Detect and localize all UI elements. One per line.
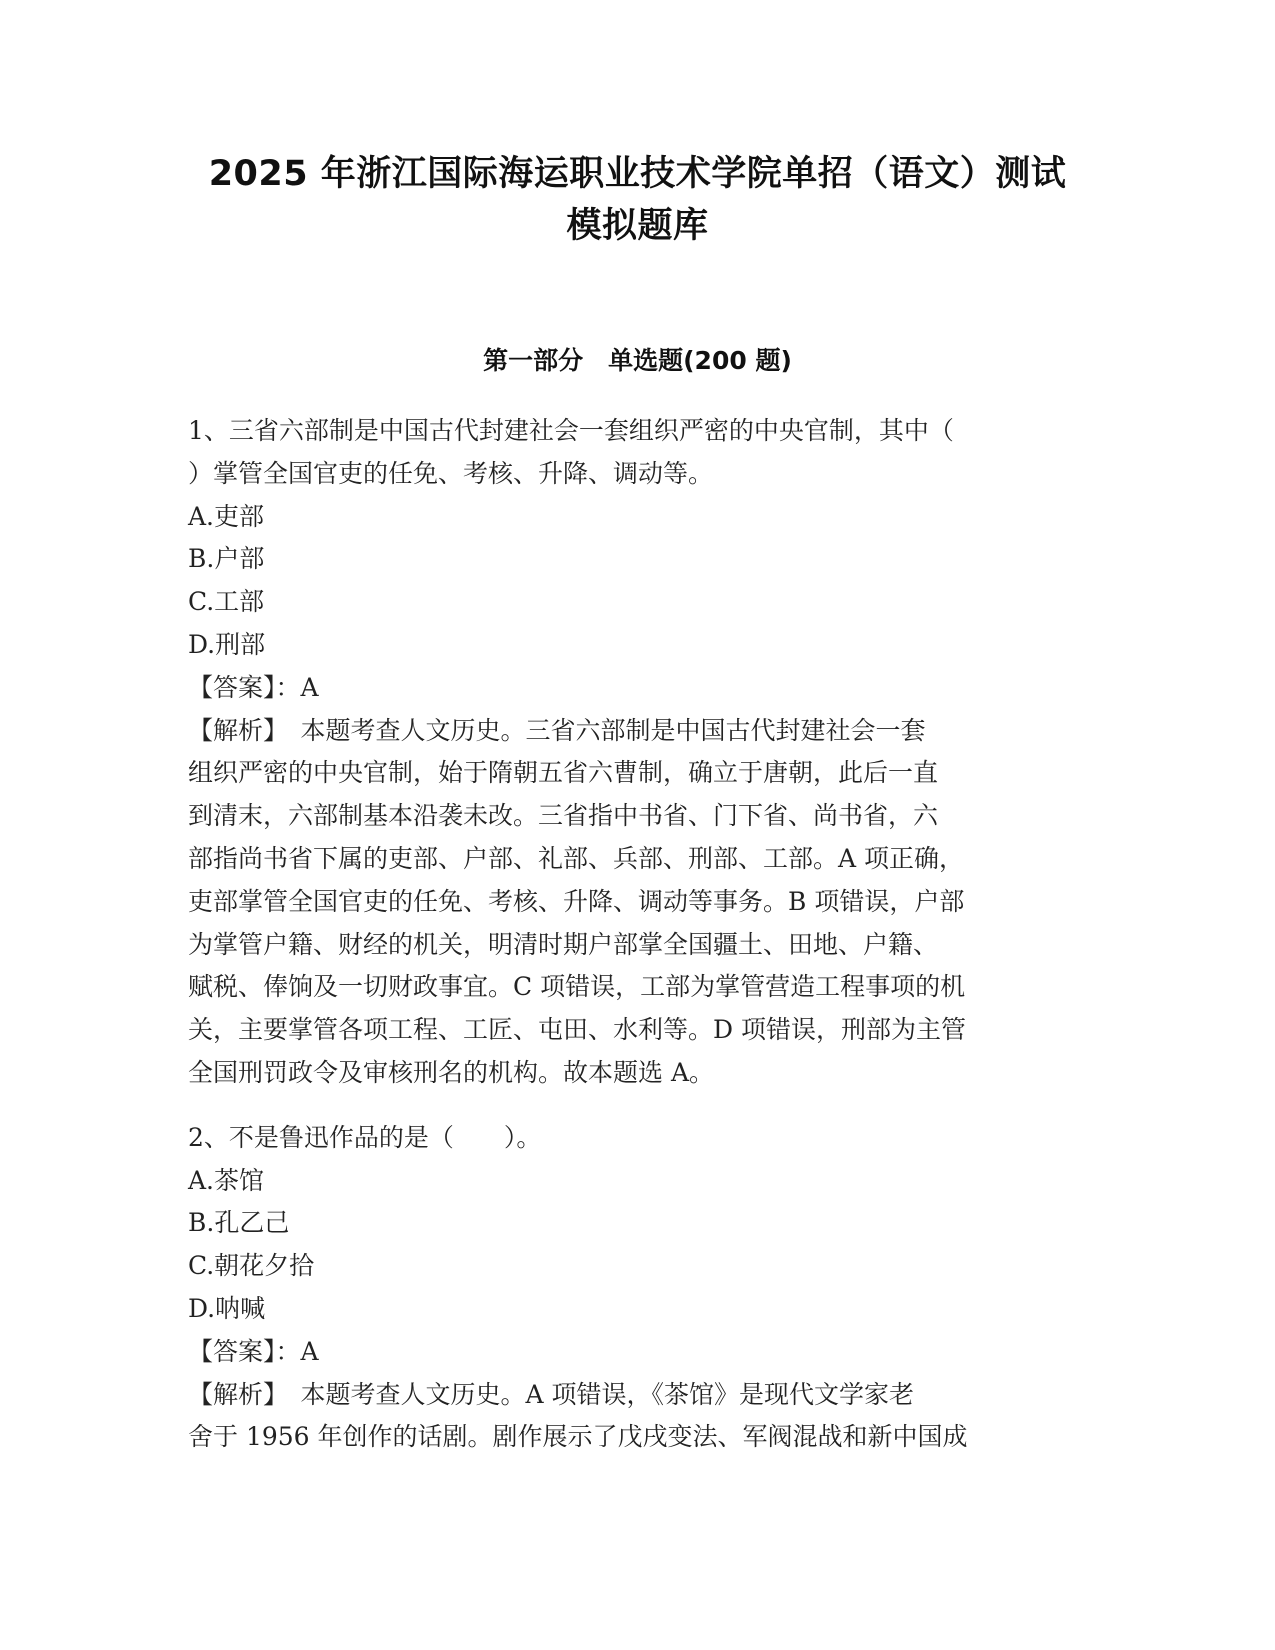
analysis-line: 全国刑罚政令及审核刑名的机构。故本题选 A。 [188, 1057, 715, 1087]
answer-line: 【答案】：A [188, 1336, 319, 1366]
analysis-line: 舍于 1956 年创作的话剧。剧作展示了戊戌变法、军阀混战和新中国成 [188, 1422, 968, 1452]
question-separator [188, 1095, 1088, 1117]
question-list [188, 410, 1088, 1459]
analysis-line: 【解析】 本题考查人文历史。A 项错误，《茶馆》是现代文学家老 [188, 1379, 915, 1409]
analysis-line: 【解析】 本题考查人文历史。三省六部制是中国古代封建社会一套 [188, 715, 926, 745]
section-heading: 第一部分 单选题(200 题) [483, 346, 792, 375]
answer-line: 【答案】：A [188, 672, 319, 702]
option-c: C.朝花夕拾 [188, 1251, 315, 1281]
option-b: B.户部 [188, 544, 265, 574]
analysis-line: 吏部掌管全国官吏的任免、考核、升降、调动等事务。B 项错误，户部 [188, 886, 965, 916]
analysis-line: 为掌管户籍、财经的机关，明清时期户部掌全国疆土、田地、户籍、 [188, 929, 939, 959]
analysis-line: 部指尚书省下属的吏部、户部、礼部、兵部、刑部、工部。A 项正确， [188, 843, 965, 873]
option-d: D.呐喊 [188, 1293, 266, 1323]
analysis-line: 关，主要掌管各项工程、工匠、屯田、水利等。D 项错误，刑部为主管 [188, 1015, 966, 1045]
option-d: D.刑部 [188, 629, 266, 659]
question-2 [188, 1117, 1088, 1459]
option-a: A.茶馆 [188, 1165, 265, 1195]
option-c: C.工部 [188, 587, 265, 617]
question-stem-line: 1、三省六部制是中国古代封建社会一套组织严密的中央官制，其中（ [188, 416, 954, 445]
analysis-line: 赋税、俸饷及一切财政事宜。C 项错误，工部为掌管营造工程事项的机 [188, 972, 966, 1002]
document-title [150, 148, 1125, 252]
title-line-1: 2025 年浙江国际海运职业技术学院单招（语文）测试 [208, 154, 1067, 194]
analysis-line: 组织严密的中央官制，始于隋朝五省六曹制，确立于唐朝，此后一直 [188, 758, 939, 788]
option-b: B.孔乙己 [188, 1208, 290, 1238]
option-a: A.吏部 [188, 501, 265, 531]
question-stem-line: ）掌管全国官吏的任免、考核、升降、调动等。 [188, 458, 714, 488]
title-line-2: 模拟题库 [566, 206, 709, 246]
analysis-line: 到清末，六部制基本沿袭未改。三省指中书省、门下省、尚书省，六 [188, 801, 939, 831]
question-stem-line: 2、不是鲁迅作品的是（ ）。 [188, 1122, 542, 1152]
question-1 [188, 410, 1088, 1095]
